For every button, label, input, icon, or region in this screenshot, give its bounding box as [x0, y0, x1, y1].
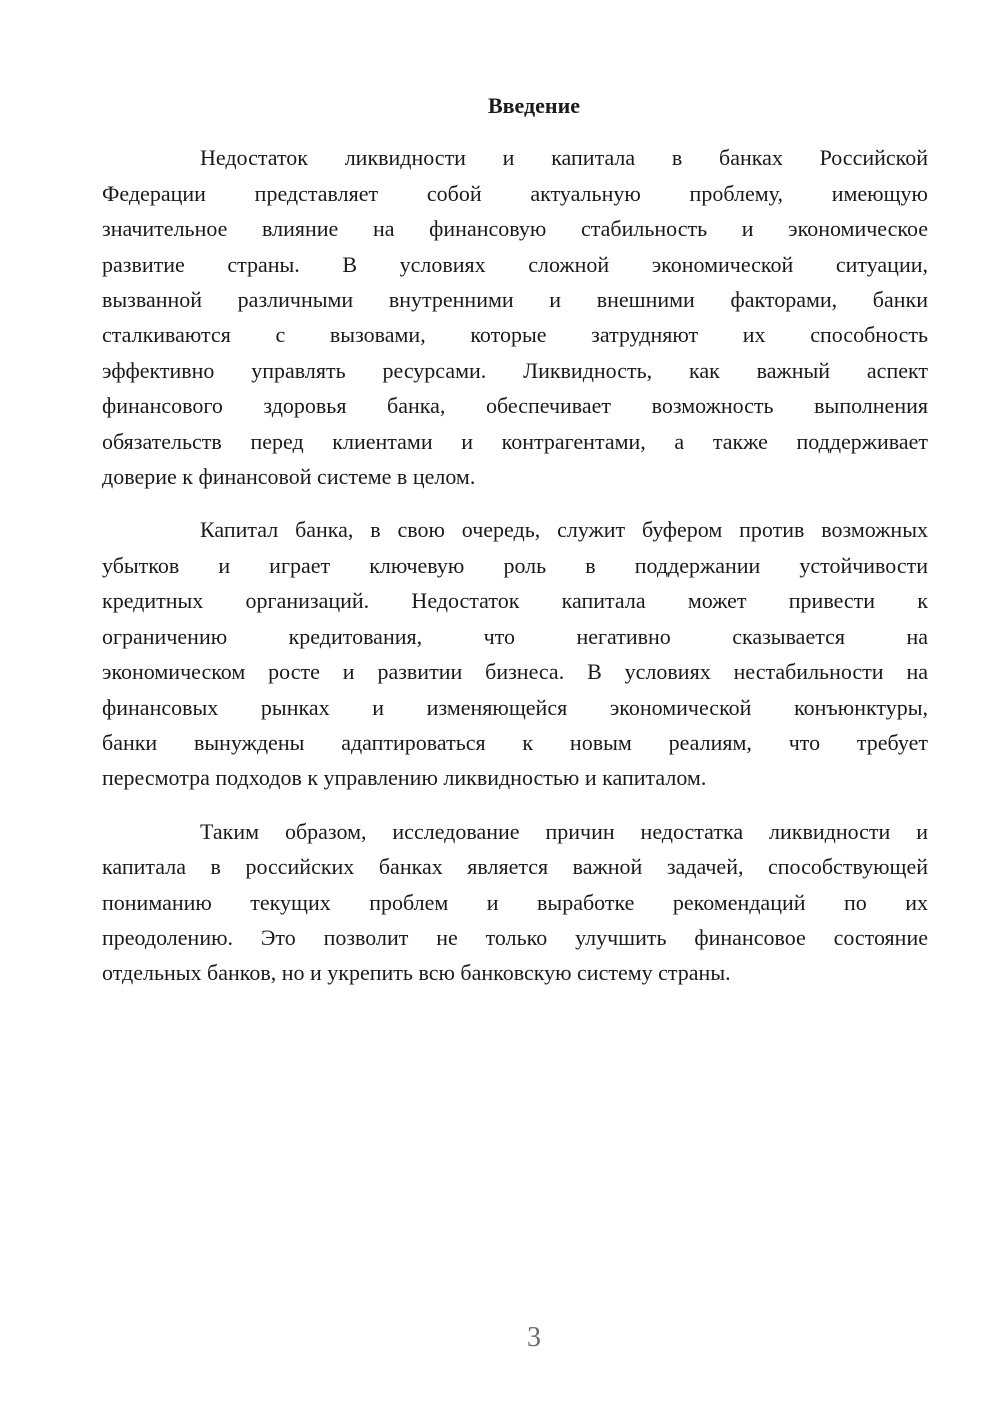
text-line: вызванной различными внутренними и внешними факторами, банки — [102, 287, 928, 313]
page-number: 3 — [527, 1322, 541, 1353]
text-line: доверие к финансовой системе в целом. — [102, 464, 476, 490]
text-line: пересмотра подходов к управлению ликвидностью и капиталом. — [102, 765, 707, 791]
text-line: отдельных банков, но и укрепить всю банковскую систему страны. — [102, 960, 731, 986]
paragraph-1 — [102, 140, 928, 494]
document-content — [102, 88, 928, 1009]
text-line: убытков и играет ключевую роль в поддержании устойчивости — [102, 552, 928, 578]
text-line: капитала в российских банках является важной задачей, способствующей — [102, 854, 928, 880]
text-line: ограничению кредитования, что негативно сказывается на — [102, 623, 928, 649]
document-body — [102, 140, 928, 990]
text-line: эффективно управлять ресурсами. Ликвидность, как важный аспект — [102, 357, 928, 383]
text-line: преодолению. Это позволит не только улучшить финансовое состояние — [102, 924, 928, 950]
text-line: развитие страны. В условиях сложной экономической ситуации, — [102, 251, 928, 277]
text-line: банки вынуждены адаптироваться к новым реалиям, что требует — [102, 729, 928, 755]
text-line: Таким образом, исследование причин недостатка ликвидности и — [200, 818, 928, 844]
paragraph-3 — [102, 814, 928, 991]
text-line: Недостаток ликвидности и капитала в банках Российской — [200, 145, 928, 171]
paragraph-2 — [102, 512, 928, 795]
text-line: финансового здоровья банка, обеспечивает возможность выполнения — [102, 393, 928, 419]
section-title: Введение — [487, 93, 581, 118]
text-line: Федерации представляет собой актуальную проблему, имеющую — [102, 180, 928, 206]
text-line: пониманию текущих проблем и выработке рекомендаций по их — [102, 889, 928, 915]
text-line: финансовых рынках и изменяющейся экономической конъюнктуры, — [102, 694, 928, 720]
text-line: сталкиваются с вызовами, которые затрудняют их способность — [102, 322, 928, 348]
text-line: обязательств перед клиентами и контрагентами, а также поддерживает — [102, 428, 928, 454]
text-line: кредитных организаций. Недостаток капитала может привести к — [102, 588, 928, 614]
text-line: значительное влияние на финансовую стабильность и экономическое — [102, 216, 928, 242]
text-line: экономическом росте и развитии бизнеса. В условиях нестабильности на — [102, 659, 928, 685]
text-line: Капитал банка, в свою очередь, служит буфером против возможных — [200, 517, 928, 543]
